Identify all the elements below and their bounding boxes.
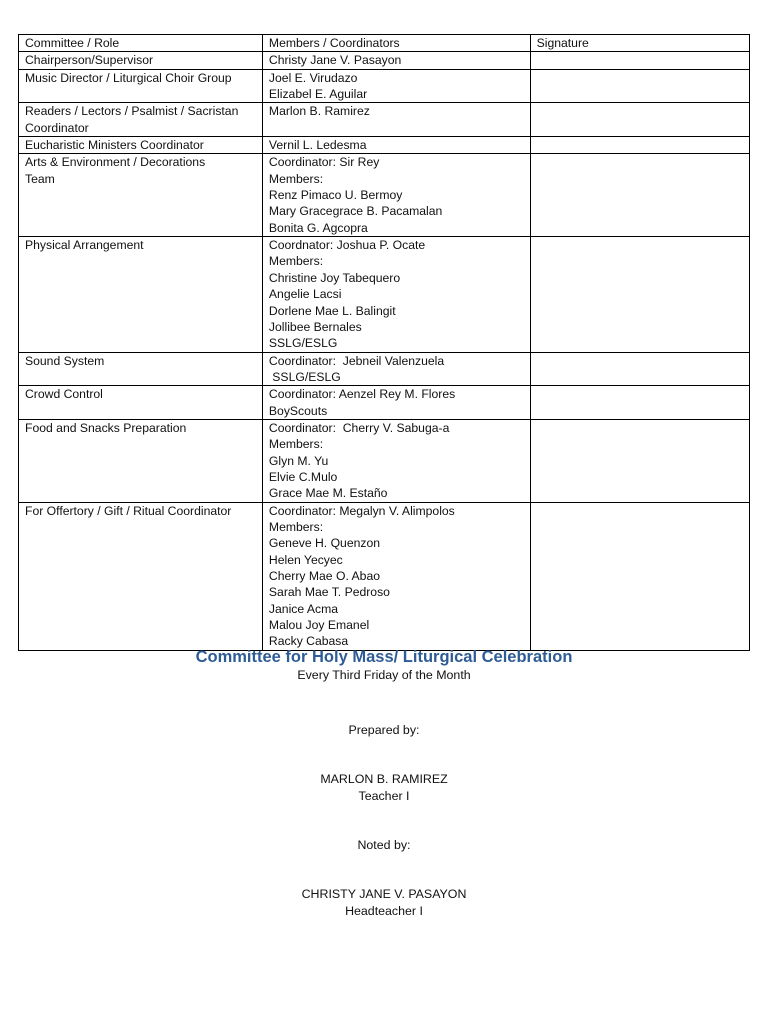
member-text: BoyScouts	[268, 403, 328, 418]
document-subtitle: Every Third Friday of the Month	[297, 668, 471, 682]
members-cell	[262, 237, 530, 352]
members-cell	[262, 52, 530, 69]
signature-cell	[530, 154, 749, 237]
role-text: Coordinator	[25, 120, 89, 135]
signature-cell	[530, 237, 749, 352]
role-cell	[19, 137, 263, 154]
member-text: Bonita G. Agcopra	[268, 220, 368, 235]
member-text: Dorlene Mae L. Balingit	[268, 303, 396, 318]
member-text: Jollibee Bernales	[268, 319, 362, 334]
role-cell	[19, 52, 263, 69]
role-text: Physical Arrangement	[25, 238, 144, 253]
member-text: Angelie Lacsi	[268, 287, 342, 302]
member-text: Janice Acma	[268, 601, 339, 616]
members-cell	[262, 502, 530, 650]
member-text: Renz Pimaco U. Bermoy	[268, 188, 403, 203]
member-text: Elizabel E. Aguilar	[268, 87, 368, 102]
prepared-by-label: Prepared by:	[348, 723, 420, 737]
member-text: Coordinator: Megalyn V. Alimpolos	[268, 503, 455, 518]
table-row	[19, 386, 750, 420]
members-cell	[262, 69, 530, 103]
signature-cell	[530, 52, 749, 69]
role-cell	[19, 237, 263, 352]
member-text: Cherry Mae O. Abao	[268, 569, 381, 583]
table-row	[19, 502, 750, 650]
member-text: Coordnator: Joshua P. Ocate	[268, 238, 426, 253]
header-role: Committee / Role	[19, 35, 263, 52]
members-cell	[262, 137, 530, 154]
table-row	[19, 419, 750, 502]
signature-cell	[530, 386, 749, 420]
role-cell	[19, 419, 263, 502]
members-cell	[262, 386, 530, 420]
member-text: Coordinator: Jebneil Valenzuela	[268, 353, 445, 368]
role-cell	[19, 103, 263, 137]
role-text: For Offertory / Gift / Ritual Coordinator	[25, 503, 232, 518]
role-text: Readers / Lectors / Psalmist / Sacristan	[25, 104, 239, 119]
prepared-by-name: MARLON B. RAMIREZ	[320, 772, 448, 786]
table-row	[19, 52, 750, 69]
header-members: Members / Coordinators	[262, 35, 530, 52]
member-text: Members:	[268, 437, 324, 452]
member-text: SSLG/ESLG	[268, 369, 341, 384]
member-text: Christy Jane V. Pasayon	[268, 53, 402, 68]
signature-cell	[530, 137, 749, 154]
table-row	[19, 103, 750, 137]
member-text: Members:	[268, 254, 324, 269]
member-text: Elvie C.Mulo	[268, 469, 338, 484]
role-text: Crowd Control	[25, 387, 103, 402]
role-text: Sound System	[25, 353, 105, 368]
member-text: Sarah Mae T. Pedroso	[268, 585, 390, 600]
member-text: Vernil L. Ledesma	[268, 138, 367, 153]
table-row	[19, 154, 750, 237]
member-text: Joel E. Virudazo	[268, 70, 358, 85]
table-row	[19, 69, 750, 103]
members-cell	[262, 103, 530, 137]
signature-cell	[530, 502, 749, 650]
member-text: Racky Cabasa	[268, 634, 349, 649]
table-row	[19, 137, 750, 154]
committee-table	[18, 34, 750, 651]
role-text: Team	[25, 171, 55, 186]
member-text: Mary Gracegrace B. Pacamalan	[268, 204, 443, 219]
member-text: Christine Joy Tabequero	[268, 270, 401, 285]
table-row	[19, 237, 750, 352]
member-text: Marlon B. Ramirez	[268, 104, 370, 119]
role-text: Music Director / Liturgical Choir Group	[25, 70, 232, 85]
member-text: Helen Yecyec	[268, 552, 343, 567]
member-text: Members:	[268, 171, 324, 186]
member-text: Coordinator: Sir Rey	[268, 155, 380, 170]
role-cell	[19, 502, 263, 650]
member-text: Glyn M. Yu	[268, 453, 329, 468]
committee-table-body	[19, 35, 750, 651]
member-text: Coordinator: Cherry V. Sabuga-a	[268, 420, 450, 435]
noted-by-name: CHRISTY JANE V. PASAYON	[301, 887, 467, 901]
table-row	[19, 352, 750, 386]
signature-cell	[530, 69, 749, 103]
role-cell	[19, 154, 263, 237]
signature-cell	[530, 419, 749, 502]
prepared-by-position: Teacher I	[358, 789, 410, 803]
role-text: Arts & Environment / Decorations	[25, 155, 206, 170]
member-text: Geneve H. Quenzon	[268, 536, 381, 551]
noted-by-position: Headteacher I	[345, 904, 423, 918]
members-cell	[262, 154, 530, 237]
members-cell	[262, 419, 530, 502]
member-text: Members:	[268, 519, 324, 534]
signature-cell	[530, 352, 749, 386]
member-text: Coordinator: Aenzel Rey M. Flores	[268, 387, 456, 402]
member-text: Malou Joy Emanel	[268, 618, 370, 633]
role-cell	[19, 352, 263, 386]
signature-cell	[530, 103, 749, 137]
role-text: Chairperson/Supervisor	[25, 53, 154, 68]
role-cell	[19, 386, 263, 420]
header-signature: Signature	[530, 35, 749, 52]
role-cell	[19, 69, 263, 103]
role-text: Eucharistic Ministers Coordinator	[25, 138, 204, 153]
noted-by-label: Noted by:	[357, 838, 411, 852]
member-text: Grace Mae M. Estaño	[268, 486, 388, 501]
members-cell	[262, 352, 530, 386]
table-header-row	[19, 35, 750, 52]
document-title: Committee for Holy Mass/ Liturgical Celebration	[195, 648, 573, 666]
member-text: SSLG/ESLG	[268, 336, 338, 351]
role-text: Food and Snacks Preparation	[25, 420, 187, 435]
